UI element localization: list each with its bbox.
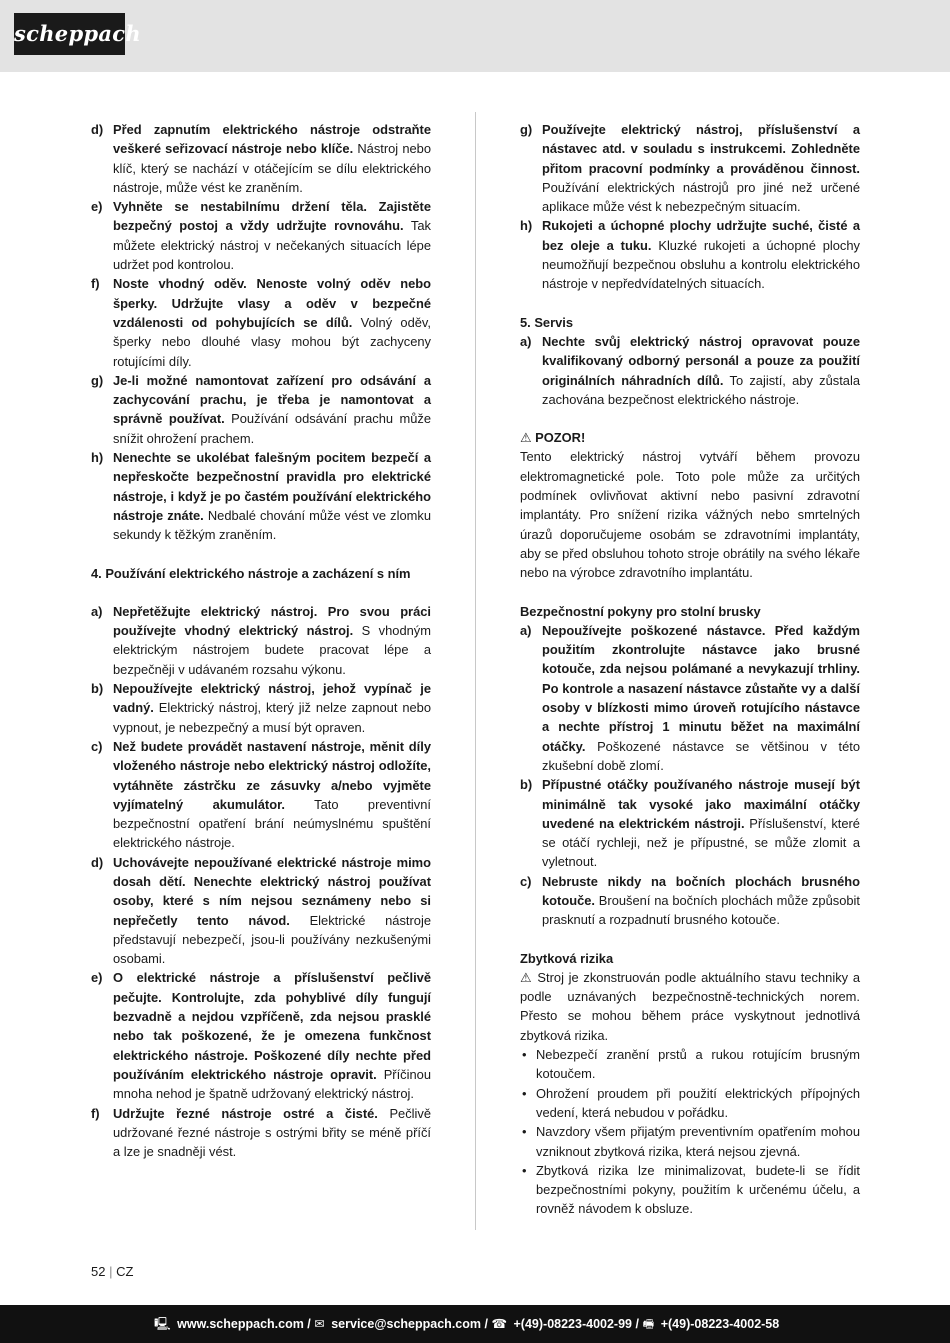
item-text: Elektrický nástroj, který již nelze zapnout nebo vypnout, je nebezpečný a musí být opraven. — [113, 700, 431, 735]
bullet-text: Zbytková rizika lze minimalizovat, budete-li se řídit bezpečnostními pokyny, použitím k určenému účelu, a rovněž návodem k obsluze. — [536, 1162, 860, 1217]
page-number-separator: | — [109, 1264, 113, 1279]
page-number — [91, 1264, 133, 1279]
bullet-text: Navzdory všem přijatým preventivním opatřením mohou vzniknout zbytková rizika, která nejsou zjevná. — [536, 1124, 860, 1159]
item-text: Volný oděv, šperky nebo dlouhé vlasy mohou být zachyceny rotujícími díly. — [113, 314, 431, 369]
residual-risks-heading: Zbytková rizika — [520, 950, 614, 966]
fax-icon: 🖷 — [642, 1317, 655, 1331]
item-bold-text: Nepoužívejte poškozené nástavce. Před každým použitím zkontrolujte nástavce jako brusné kotouče, zda nejsou polámané a nevykazují trhliny. Po kontrole a nasazení nástavce zůstaňte vy a další osoby v blízkosti mimo úroveň rotujícího nástavce a nechte přístroj 1 minutu běžet na maximální otáčky. — [542, 622, 860, 754]
warning-title: ⚠ POZOR! — [520, 430, 586, 446]
bullet-item — [520, 1161, 860, 1219]
safety-item — [91, 1104, 431, 1162]
item-bold-text: Vyhněte se nestabilnímu držení těla. Zajistěte bezpečný postoj a vždy udržujte rovnováhu. — [113, 199, 431, 234]
item-text: Elektrické nástroje představují nebezpečí, jsou-li používány nezkušenými osobami. — [113, 912, 431, 967]
envelope-icon: ✉ — [314, 1317, 325, 1331]
column-divider — [475, 112, 476, 1230]
item-letter: f) — [91, 276, 100, 292]
item-letter: g) — [91, 372, 104, 388]
safety-item — [91, 853, 431, 969]
item-text: Nedbalé chování může vést ve zlomku sekundy k těžkým zraněním. — [113, 507, 432, 543]
footer-contact-bar — [0, 1305, 950, 1343]
item-text: To zajistí, aby zůstala zachována bezpečnost elektrického nástroje. — [542, 372, 860, 407]
item-bold-text: Noste vhodný oděv. Nenoste volný oděv nebo šperky. Udržujte vlasy a oděv v bezpečné vzdálenosti od pohybujících se dílů. — [113, 276, 431, 330]
footer-website[interactable]: www.scheppach.com / — [177, 1317, 311, 1331]
section-5-heading: 5. Servis — [520, 314, 574, 330]
item-bold-text: Nebruste nikdy na bočních plochách brusného kotouče. — [542, 873, 860, 908]
bullet-marker: • — [522, 1047, 527, 1063]
item-bold-text: Je-li možné namontovat zařízení pro odsávání a zachycování prachu, je třeba je namontovat a správně používat. — [113, 372, 431, 427]
bullet-marker: • — [522, 1124, 527, 1140]
safety-item — [91, 371, 431, 448]
item-letter: h) — [520, 218, 533, 234]
bullet-marker: • — [522, 1162, 527, 1178]
item-letter: f) — [91, 1105, 100, 1121]
safety-item — [91, 274, 431, 370]
item-letter: h) — [91, 450, 104, 466]
safety-item — [91, 120, 431, 197]
item-letter: g) — [520, 122, 533, 137]
bullet-text: Ohrožení proudem při použití elektrických přípojných vedení, která nebudou v pořádku. — [536, 1085, 860, 1120]
item-letter: c) — [91, 738, 103, 754]
item-bold-text: Před zapnutím elektrického nástroje odstraňte veškeré seřizovací nástroje nebo klíče. — [113, 122, 431, 157]
item-bold-text: Nepoužívejte elektrický nástroj, jehož vypínač je vadný. — [113, 681, 431, 716]
footer-fax: +(49)-08223-4002-58 — [660, 1317, 780, 1331]
safety-item — [91, 679, 431, 737]
warning-text: Tento elektrický nástroj vytváří během provozu elektromagnetické pole. Toto pole může za určitých podmínek ovlivňovat aktivní nebo pasivní zdravotní implantáty. Pro snížení rizika vážných nebo smrtelných úrazů doporučujeme osobám se zdravotními implantáty, aby se před obsluhou tohoto stroje obrátily na svého lékaře nebo na výrobce zdravotního implantátu. — [520, 449, 860, 581]
item-text: S vhodným elektrickým nástrojem budete pracovat lépe a bezpečněji v udávaném rozsahu výkonu. — [113, 623, 431, 677]
item-letter: a) — [520, 333, 532, 349]
computer-icon: 🖳 — [154, 1317, 171, 1331]
item-letter: e) — [91, 970, 103, 986]
telephone-icon: ☎ — [491, 1317, 508, 1331]
item-letter: b) — [520, 777, 533, 793]
safety-item — [91, 197, 431, 274]
bullet-item — [520, 1122, 860, 1161]
page-number-value: 52 — [91, 1264, 106, 1279]
safety-item — [520, 775, 860, 871]
safety-item — [91, 448, 431, 544]
item-bold-text: Nenechte se ukolébat falešným pocitem bezpečí a nepřeskočte bezpečnostní pravidla pro elektrické nástroje, i když je po častém používání elektrického nástroje znáte. — [113, 450, 431, 523]
item-text: Používání odsávání prachu může snížit ohrožení prachem. — [113, 411, 431, 446]
bullet-item — [520, 1084, 860, 1123]
item-bold-text: Uchovávejte nepoužívané elektrické nástroje mimo dosah dětí. Nenechte elektrický nástroj používat osoby, které s ním nejsou seznámeny nebo si nepřečetly tento návod. — [113, 854, 431, 928]
safety-item — [91, 968, 431, 1103]
item-bold-text: Než budete provádět nastavení nástroje, měnit díly vloženého nástroje nebo elektrický nástroj odložíte, vytáhněte zástrčku ze zásuvky a/nebo vyjměte vyjímatelný akumulátor. — [113, 738, 431, 812]
footer-email[interactable]: service@scheppach.com / — [331, 1317, 488, 1331]
header-bar — [0, 0, 950, 72]
item-bold-text: Rukojeti a úchopné plochy udržujte suché, čisté a bez oleje a tuku. — [542, 218, 860, 253]
footer-phone: +(49)-08223-4002-99 / — [513, 1317, 639, 1331]
safety-item — [520, 332, 860, 409]
safety-item — [91, 737, 431, 853]
bench-grinder-heading: Bezpečnostní pokyny pro stolní brusky — [520, 603, 761, 619]
item-letter: b) — [91, 681, 104, 697]
item-text: Kluzké rukojeti a úchopné plochy neumožňují bezpečnou obsluhu a kontrolu elektrického nástroje v nepředvídatelných situacích. — [542, 237, 860, 292]
item-bold-text: Používejte elektrický nástroj, příslušenství a nástavec atd. v souladu s instrukcemi. Zohledněte přitom pracovní podmínky a prováděnou činnost. — [542, 122, 860, 176]
item-bold-text: Přípustné otáčky používaného nástroje musejí být minimálně tak vysoké jako maximální otáčky uvedené na elektrickém nástroji. — [542, 777, 860, 831]
safety-item — [520, 120, 860, 216]
item-letter: c) — [520, 873, 532, 889]
residual-risks-text: ⚠ Stroj je zkonstruován podle aktuálního stavu techniky a podle uznávaných bezpečnostně-technických norem. Přesto se mohou během práce vyskytnout jednotlivá zbytková rizika. — [520, 969, 860, 1043]
item-letter: a) — [520, 622, 532, 638]
item-bold-text: Nepřetěžujte elektrický nástroj. Pro svou práci používejte vhodný elektrický nástroj. — [113, 603, 431, 639]
safety-item — [91, 602, 431, 679]
item-text: Používání elektrických nástrojů pro jiné než určené aplikace může vést k nebezpečným situacím. — [542, 179, 860, 215]
item-letter: e) — [91, 199, 103, 215]
bullet-marker: • — [522, 1085, 527, 1101]
safety-item — [520, 621, 860, 775]
item-letter: a) — [91, 603, 103, 619]
scheppach-logo: scheppach — [14, 13, 125, 55]
item-bold-text: Nechte svůj elektrický nástroj opravovat pouze kvalifikovaný odborný personál a pouze za použití originálních náhradních dílů. — [542, 333, 860, 388]
safety-item — [520, 872, 860, 930]
item-text: Poškozené nástavce se většinou v této zkušební době zlomí. — [542, 738, 860, 773]
item-letter: d) — [91, 854, 104, 870]
section-4-heading: 4. Používání elektrického nástroje a zacházení s ním — [91, 565, 411, 581]
item-bold-text: O elektrické nástroje a příslušenství pečlivě pečujte. Kontrolujte, zda pohyblivé díly fungují bezvadně a nejdou vzpříčeně, zda nejsou prasklé nebo tak poškozené, že je omezena funkčnost elektrického nástroje. Poškozené díly nechte před používáním elektrického nástroje opravit. — [113, 970, 431, 1082]
page-language: CZ — [116, 1264, 134, 1279]
right-column — [520, 120, 860, 1219]
item-text: Tak můžete elektrický nástroj v nečekaných situacích lépe udržet pod kontrolou. — [113, 218, 431, 273]
safety-item — [520, 216, 860, 293]
bullet-text: Nebezpečí zranění prstů a rukou rotujícím brusným kotoučem. — [536, 1047, 860, 1082]
item-text: Broušení na bočních plochách může způsobit prasknutí a rozpadnutí brusného kotouče. — [542, 892, 860, 928]
item-bold-text: Udržujte řezné nástroje ostré a čisté. — [113, 1105, 378, 1121]
item-text: Příslušenství, které se otáčí rychleji, než je přípustné, se může zlomit a vyletnout. — [542, 815, 860, 870]
item-text: Nástroj nebo klíč, který se nachází v otáčejícím se dílu elektrického nástroje, může vést ke zraněním. — [113, 141, 431, 195]
item-text: Pečlivě udržované řezné nástroje s ostrými břity se méně příčí a lze je snadněji vést. — [113, 1105, 431, 1160]
item-letter: d) — [91, 122, 104, 137]
bullet-item — [520, 1045, 860, 1084]
left-column — [91, 120, 431, 1161]
item-text: Tato preventivní bezpečnostní opatření brání neúmyslnému spuštění elektrického nástroje. — [113, 796, 431, 851]
item-text: Příčinou mnoha nehod je špatně udržovaný elektrický nástroj. — [113, 1066, 432, 1102]
